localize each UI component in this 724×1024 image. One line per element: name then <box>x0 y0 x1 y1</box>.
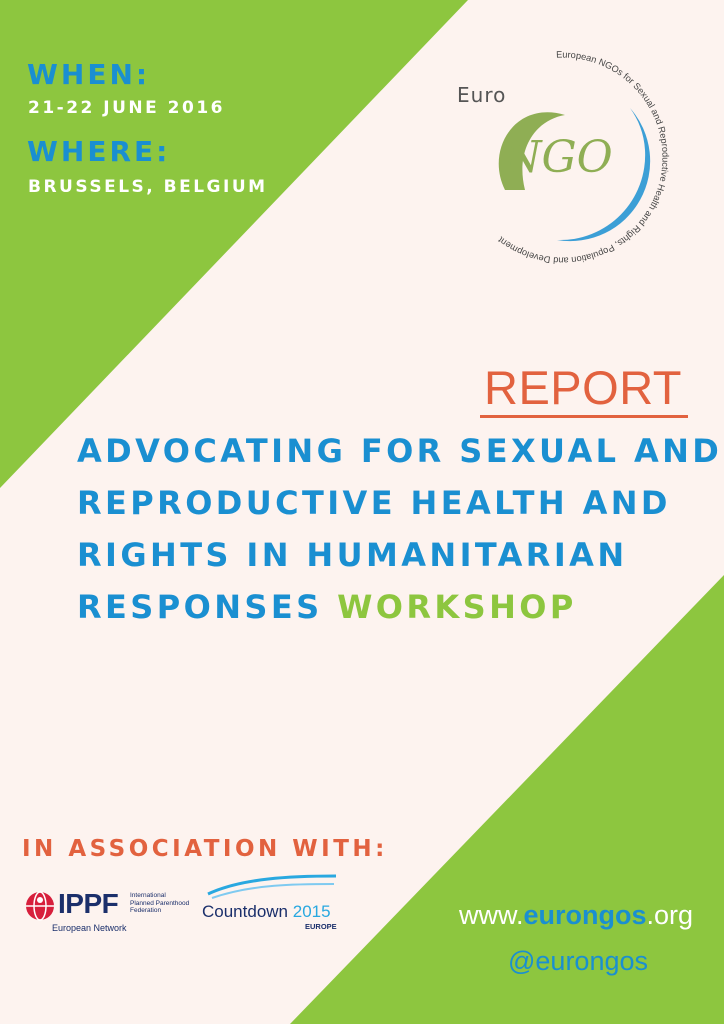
association-heading: IN ASSOCIATION WITH: <box>22 836 388 862</box>
title-line-1: ADVOCATING FOR SEXUAL AND <box>77 432 723 470</box>
ippf-name: IPPF <box>58 888 119 919</box>
report-label: REPORT <box>484 361 682 414</box>
countdown-name: Countdown <box>202 902 289 921</box>
website-link[interactable] <box>459 900 693 931</box>
when-value: 21-22 JUNE 2016 <box>28 98 225 118</box>
wave-icon <box>202 872 342 902</box>
where-label: WHERE: <box>27 135 171 168</box>
title-responses: RESPONSES <box>77 588 323 626</box>
twitter-handle[interactable]: @eurongos <box>508 946 648 976</box>
title-line-2: REPRODUCTIVE HEALTH AND <box>77 484 671 522</box>
ippf-full-line-2: Planned Parenthood <box>130 899 190 907</box>
countdown-logo <box>202 872 342 934</box>
bottom-right-green-triangle <box>290 575 724 1024</box>
website-domain: eurongos <box>523 900 647 930</box>
website-prefix: www. <box>459 900 524 930</box>
countdown-text <box>202 902 331 922</box>
logo-euro-text: Euro <box>457 83 507 107</box>
report-underline <box>480 415 688 418</box>
countdown-subtitle: EUROPE <box>305 922 337 931</box>
eurongo-logo <box>445 40 680 275</box>
ippf-full-line-1: International <box>130 892 166 899</box>
ippf-full-name <box>130 892 189 915</box>
globe-icon <box>24 890 56 922</box>
title-line-3: RIGHTS IN HUMANITARIAN <box>77 536 628 574</box>
countdown-year: 2015 <box>292 902 331 921</box>
logo-ring-text: European NGOs for Sexual and Reproductive Health and Rights, Population and Development <box>496 49 671 266</box>
website-suffix: .org <box>646 900 694 930</box>
title-line-4 <box>77 588 577 626</box>
ippf-full-line-3: Federation <box>130 907 162 914</box>
logo-ngo-text: NGO <box>503 132 613 183</box>
ippf-logo <box>24 888 194 936</box>
ippf-subtitle: European Network <box>52 923 127 933</box>
when-label: WHEN: <box>27 58 151 91</box>
title-workshop: WORKSHOP <box>337 588 577 626</box>
where-value: BRUSSELS, BELGIUM <box>28 177 268 197</box>
